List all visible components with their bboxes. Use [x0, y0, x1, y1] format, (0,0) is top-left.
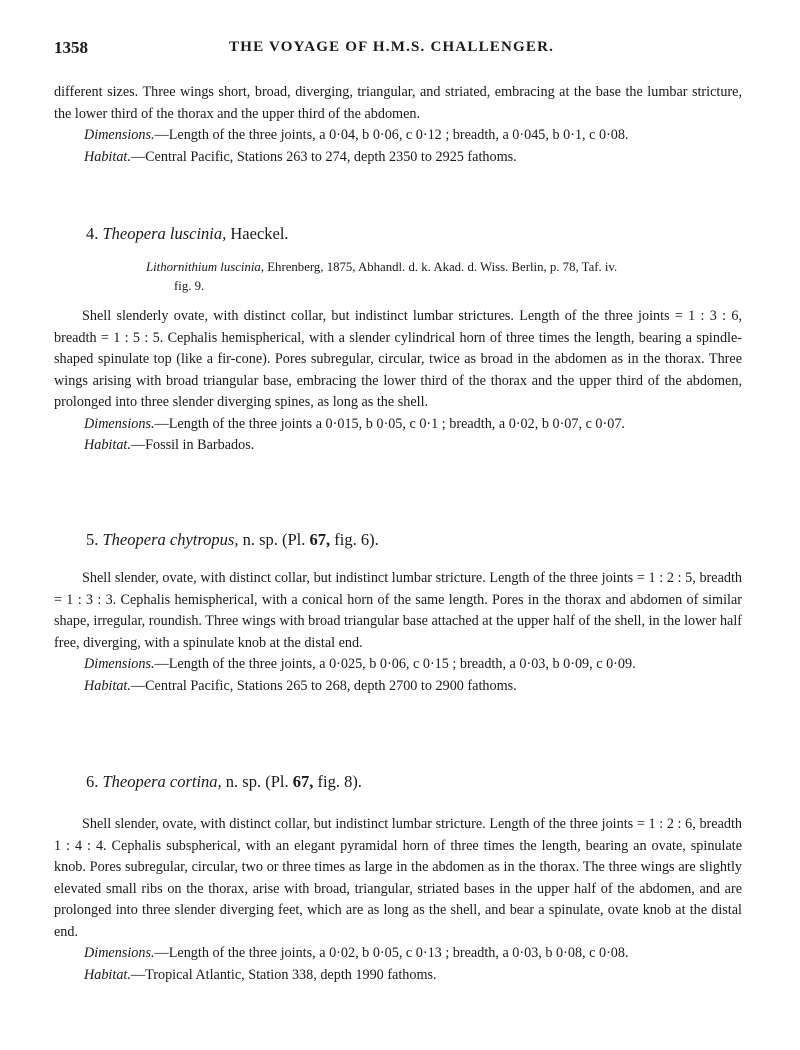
species-number: 5.: [86, 530, 99, 549]
species-dimensions: [54, 943, 742, 965]
species-dimensions: [54, 414, 742, 436]
species-4-heading: [86, 224, 289, 244]
plate-figure: fig. 6).: [334, 530, 379, 549]
habitat-text: —Central Pacific, Stations 263 to 274, depth 2350 to 2925 fathoms.: [130, 148, 517, 165]
intro-dimensions: [54, 125, 742, 147]
species-habitat: [54, 676, 742, 698]
synonym-reference: Ehrenberg, 1875, Abhandl. d. k. Akad. d. Wiss. Berlin, p. 78, Taf. iv.: [267, 260, 618, 274]
species-habitat: [54, 965, 742, 987]
species-number: 6.: [86, 772, 99, 791]
page-number: 1358: [54, 38, 88, 57]
species-6-heading: [86, 772, 362, 792]
habitat-text: —Fossil in Barbados.: [130, 437, 255, 453]
habitat-text: —Central Pacific, Stations 265 to 268, depth 2700 to 2900 fathoms.: [130, 677, 517, 694]
synonym-name: Lithornithium luscinia,: [146, 260, 265, 274]
dimensions-text: —Length of the three joints, a 0·04, b 0·06, c 0·12 ; breadth, a 0·045, b 0·1, c 0·08.: [154, 127, 629, 143]
running-title: THE VOYAGE OF H.M.S. CHALLENGER.: [229, 39, 555, 55]
species-description: Shell slender, ovate, with distinct collar, but indistinct lumbar stricture. Length of the three joints = 1 : 2 : 6, breadth 1 : 4 : 4. Cephalis subspherical, with an elegant pyramidal horn of three times the length, bearing an ovate, spinulate knob. Pores subregular, circular, two or three times as large in the abdomen as in the thorax. The three wings are slightly elevated small ribs on the thorax, arise with broad, triangular, striated bases in the upper half of the abdomen, and are prolonged into three slender diverging feet, which are as long as the shell, and bear a spinulate, ovate knob at the distal end.: [54, 816, 742, 940]
habitat-label: Habitat.: [84, 148, 131, 165]
dimensions-label: Dimensions.: [84, 945, 155, 961]
dimensions-label: Dimensions.: [84, 127, 155, 143]
habitat-text: —Tropical Atlantic, Station 338, depth 1990 fathoms.: [130, 966, 437, 983]
habitat-label: Habitat.: [84, 677, 131, 694]
species-5-body: [54, 568, 742, 697]
intro-section: [54, 82, 742, 168]
species-5-heading: [86, 530, 379, 550]
species-number: 4.: [86, 224, 99, 243]
dimensions-text: —Length of the three joints a 0·015, b 0·05, c 0·1 ; breadth, a 0·02, b 0·07, c 0·07.: [154, 415, 625, 432]
species-name: Theopera cortina,: [102, 772, 222, 791]
species-author: n. sp.: [225, 772, 262, 791]
species-description: Shell slender, ovate, with distinct collar, but indistinct lumbar stricture. Length of the three joints = 1 : 2 : 5, breadth = 1 : 3 : 3. Cephalis hemispherical, with a conical horn of the same length. Pores in the thorax and abdomen of similar shape, irregular, roundish. Three wings with broad triangular base attached at the upper half of the shell, in the lower half free, diverging, with a spinulate knob at the distal end.: [54, 570, 742, 651]
intro-habitat: [54, 147, 742, 169]
species-name: Theopera luscinia,: [102, 224, 227, 243]
plate-prefix: (Pl.: [265, 772, 289, 791]
page-header: [54, 38, 746, 62]
plate-figure: fig. 8).: [317, 772, 362, 791]
species-6-body: [54, 814, 742, 986]
habitat-label: Habitat.: [84, 437, 131, 453]
plate-prefix: (Pl.: [282, 530, 306, 549]
dimensions-text: —Length of the three joints, a 0·025, b 0·06, c 0·15 ; breadth, a 0·03, b 0·09, c 0·09.: [154, 656, 636, 672]
habitat-label: Habitat.: [84, 966, 131, 983]
species-4-body: [54, 306, 742, 457]
species-description: Shell slenderly ovate, with distinct collar, but indistinct lumbar strictures. Length of the three joints = 1 : 3 : 6, breadth = 1 : 5 : 5. Cephalis hemispherical, with a slender cylindrical horn of three times the length, bearing a spindle-shaped spinulate top (like a fir-cone). Pores subregular, circular, twice as broad in the abdomen as in the thorax. Three wings arising with broad triangular base, embracing the lower third of the thorax and the upper third of the abdomen, prolonged into three slender diverging spines, as long as the shell.: [54, 308, 742, 410]
species-habitat: [54, 435, 742, 457]
plate-number: 67,: [292, 772, 314, 791]
species-4-synonym: [146, 258, 742, 296]
synonym-reference-cont: fig. 9.: [174, 279, 205, 293]
dimensions-label: Dimensions.: [84, 656, 155, 672]
plate-number: 67,: [309, 530, 331, 549]
dimensions-label: Dimensions.: [84, 415, 155, 432]
species-dimensions: [54, 654, 742, 676]
species-author: Haeckel.: [230, 224, 289, 243]
species-author: n. sp.: [242, 530, 278, 549]
intro-text: different sizes. Three wings short, broad, diverging, triangular, and striated, embracing at the base the lumbar stricture, the lower third of the thorax and the upper third of the abdomen.: [54, 84, 742, 122]
species-name: Theopera chytropus,: [102, 530, 239, 549]
dimensions-text: —Length of the three joints, a 0·02, b 0·05, c 0·13 ; breadth, a 0·03, b 0·08, c 0·08.: [154, 945, 629, 961]
